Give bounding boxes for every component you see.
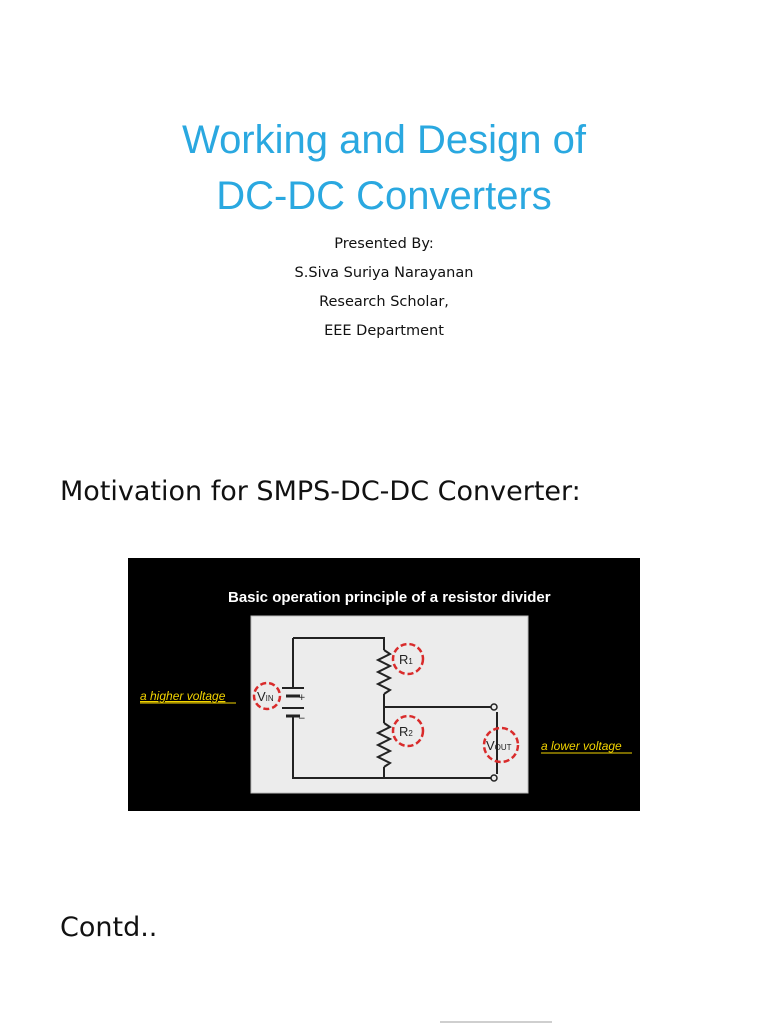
r1-label: R1 — [399, 652, 413, 667]
resistor-divider-diagram — [128, 558, 640, 811]
presenter-label: Presented By: — [334, 236, 434, 252]
battery-minus: − — [298, 714, 306, 724]
vin-label: VIN — [257, 689, 274, 704]
lower-voltage-annotation: a lower voltage — [541, 739, 622, 753]
presenter-info — [0, 230, 768, 346]
motivation-heading: Motivation for SMPS-DC-DC Converter: — [60, 476, 581, 507]
presenter-department: EEE Department — [324, 323, 444, 339]
title-line-2: DC-DC Converters — [216, 174, 552, 218]
output-terminal-top — [491, 704, 497, 710]
title-line-1: Working and Design of — [182, 118, 586, 162]
presenter-name: S.Siva Suriya Narayanan — [294, 265, 474, 281]
vout-label: VOUT — [486, 738, 512, 753]
contd-heading: Contd.. — [60, 912, 158, 943]
higher-voltage-annotation: a higher voltage — [140, 689, 226, 703]
battery-plus: + — [298, 693, 306, 703]
resistor-divider-figure — [128, 558, 640, 811]
r2-label: R2 — [399, 724, 413, 739]
next-slide-edge — [440, 1021, 552, 1023]
output-terminal-bottom — [491, 775, 497, 781]
slide-title — [0, 112, 768, 224]
presenter-role: Research Scholar, — [319, 294, 449, 310]
figure-caption: Basic operation principle of a resistor divider — [228, 589, 551, 606]
